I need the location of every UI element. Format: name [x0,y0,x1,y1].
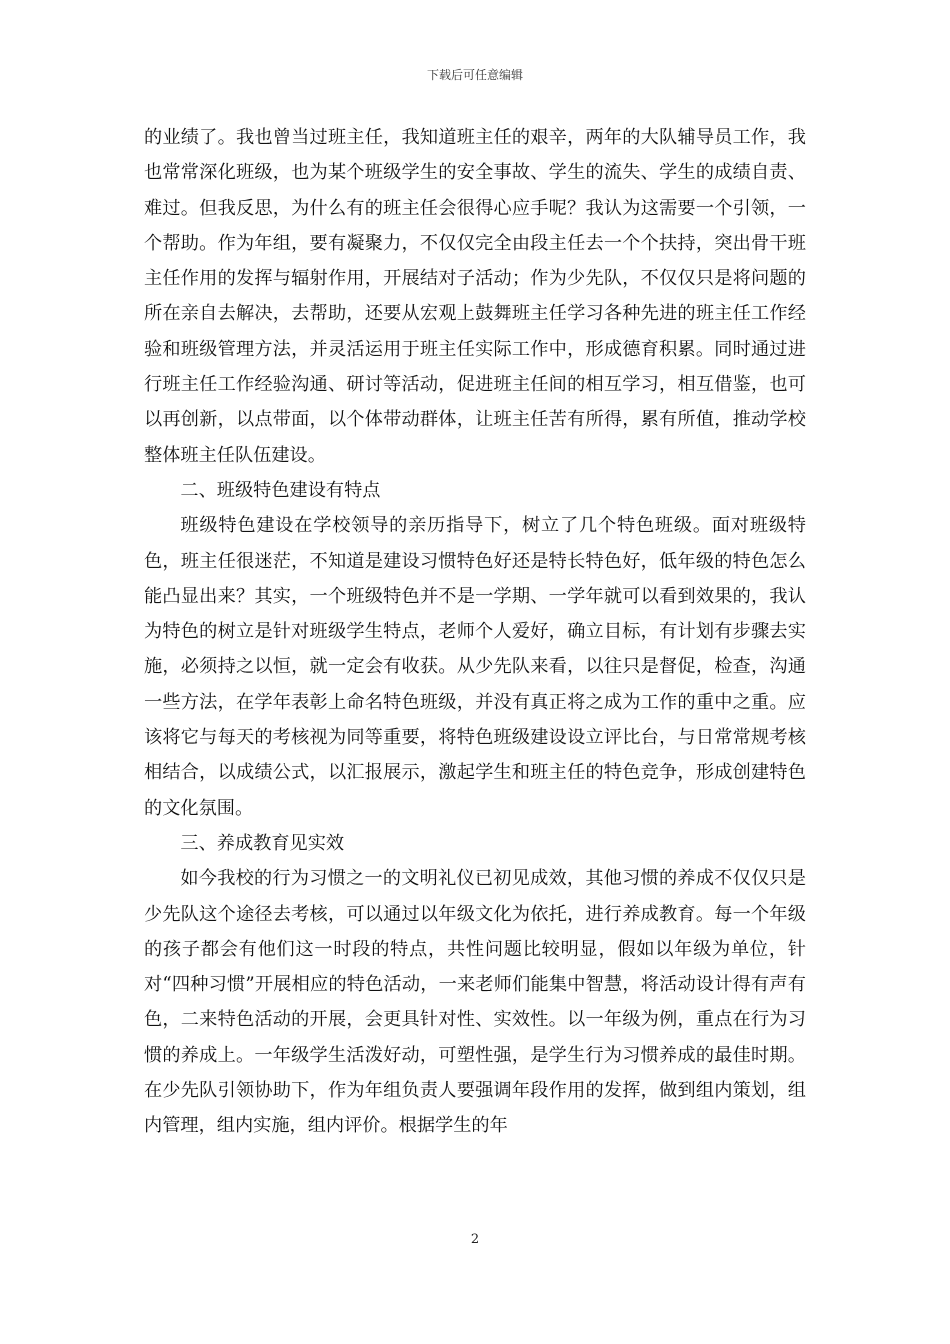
paragraph-habit-education: 如今我校的行为习惯之一的文明礼仪已初见成效，其他习惯的养成不仅仅只是少先队这个途径去考核，可以通过以年级文化为依托，进行养成教育。每一个年级的孩子都会有他们这一时段的特点，共性问题比较明显，假如以年级为单位，针对“四种习惯”开展相应的特色活动，一来老师们能集中智慧，将活动设计得有声有色，二来特色活动的开展，会更具针对性、实效性。以一年级为例，重点在行为习惯的养成上。一年级学生活泼好动，可塑性强，是学生行为习惯养成的最佳时期。在少先队引领协助下，作为年组负责人要强调年段作用的发挥，做到组内策划，组内管理，组内实施，组内评价。根据学生的年 [144,868,806,1137]
section-heading-2: 二、班级特色建设有特点 [180,479,381,501]
paragraph-class-features: 班级特色建设在学校领导的亲历指导下，树立了几个特色班级。面对班级特色，班主任很迷茫，不知道是建设习惯特色好还是特长特色好，低年级的特色怎么能凸显出来？其实，一个班级特色并不是一学期、一学年就可以看到效果的，我认为特色的树立是针对班级学生特点，老师个人爱好，确立目标，有计划有步骤去实施，必须持之以恒，就一定会有收获。从少先队来看，以往只是督促，检查，沟通一些方法，在学年表彰上命名特色班级，并没有真正将之成为工作的重中之重。应该将它与每天的考核视为同等重要，将特色班级建设设立评比台，与日常常规考核相结合，以成绩公式，以汇报展示，激起学生和班主任的特色竞争，形成创建特色的文化氛围。 [144,515,806,819]
section-heading-3: 三、养成教育见实效 [180,832,345,854]
page-header: 下载后可任意编辑 [426,68,523,82]
document-body [144,120,806,1144]
page-number: 2 [470,1232,480,1247]
paragraph-continued: 的业绩了。我也曾当过班主任，我知道班主任的艰辛，两年的大队辅导员工作，我也常常深化班级，也为某个班级学生的安全事故、学生的流失、学生的成绩自责、难过。但我反思，为什么有的班主任会很得心应手呢？我认为这需要一个引领，一个帮助。作为年组，要有凝聚力，不仅仅完全由段主任去一个个扶持，突出骨干班主任作用的发挥与辐射作用，开展结对子活动；作为少先队，不仅仅只是将问题的所在亲自去解决，去帮助，还要从宏观上鼓舞班主任学习各种先进的班主任工作经验和班级管理方法，并灵活运用于班主任实际工作中，形成德育积累。同时通过进行班主任工作经验沟通、研讨等活动，促进班主任间的相互学习，相互借鉴，也可以再创新，以点带面，以个体带动群体，让班主任苦有所得，累有所值，推动学校整体班主任队伍建设。 [144,127,806,466]
